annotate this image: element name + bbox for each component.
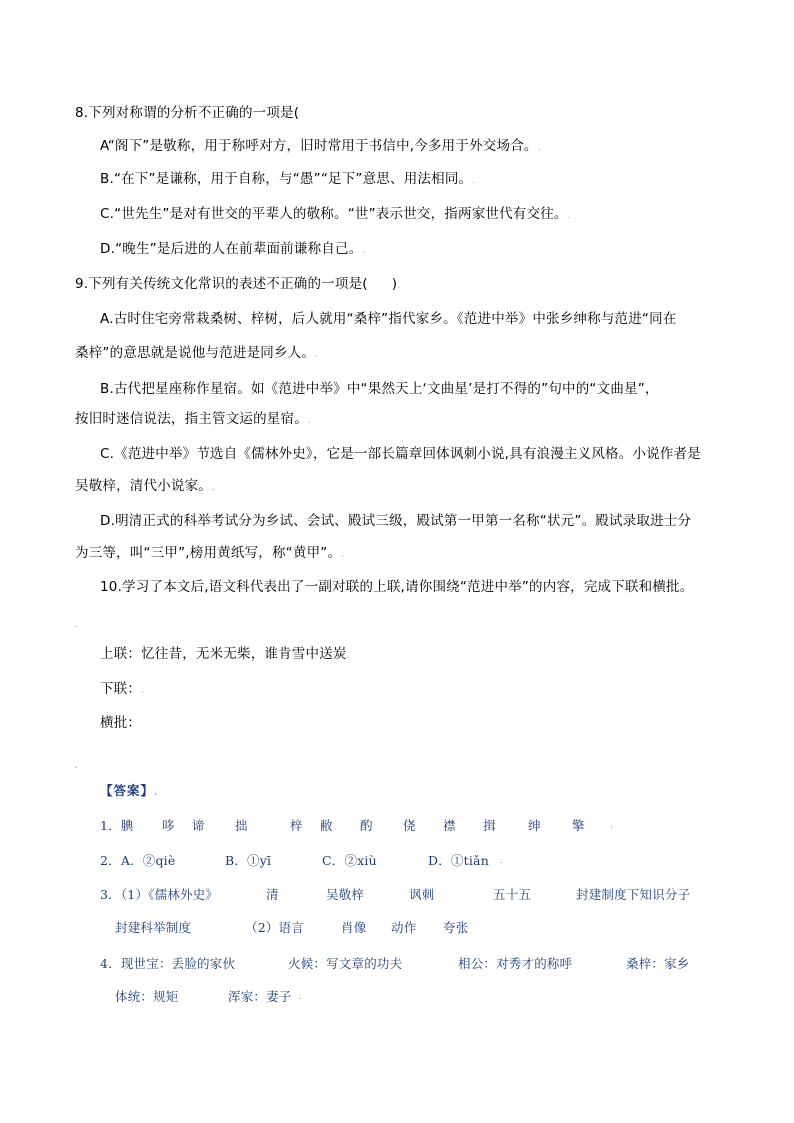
couplet-lower bbox=[100, 680, 144, 700]
question-9-option-d-line1 bbox=[100, 512, 691, 530]
question-9-option-c-line2 bbox=[75, 477, 215, 497]
paragraph-mark: . bbox=[610, 821, 614, 831]
paragraph-mark: . bbox=[362, 246, 366, 256]
question-9-stem-end: ) bbox=[391, 276, 398, 292]
paragraph-mark: . bbox=[315, 350, 319, 360]
answer-cell: 谛 bbox=[192, 818, 205, 833]
answer-cell: 敝 bbox=[320, 818, 333, 833]
answer-cell: 浑家：妻子 bbox=[228, 989, 292, 1004]
answer-cell: 3．（1）《儒林外史》 bbox=[100, 887, 219, 902]
answer-cell: 4．现世宝：丢脸的家伙 bbox=[100, 956, 236, 971]
answer-cell: 五十五 bbox=[493, 887, 532, 902]
answer-cell: B．①yī bbox=[225, 853, 272, 868]
paragraph-mark: . bbox=[154, 788, 159, 798]
option-text: 吴敬梓，清代小说家。 bbox=[75, 478, 212, 494]
option-text: 按旧时迷信说法，指主管文运的星宿。 bbox=[75, 411, 308, 427]
paragraph-mark: . bbox=[75, 620, 79, 630]
answer-cell: 夸张 bbox=[443, 920, 469, 935]
paragraph-mark: . bbox=[537, 143, 541, 153]
question-8-option-d bbox=[100, 240, 365, 260]
answer-cell: 相公：对秀才的称呼 bbox=[458, 956, 573, 971]
question-8-option-c bbox=[100, 205, 571, 225]
answer-cell: 侥 bbox=[403, 818, 416, 833]
answer-heading-text: 【答案】 bbox=[100, 783, 155, 798]
couplet-horizontal bbox=[100, 714, 141, 732]
question-9-option-b-line2 bbox=[75, 410, 311, 430]
paragraph-mark: . bbox=[567, 211, 571, 221]
question-9-option-a-line1 bbox=[100, 310, 677, 328]
paragraph-mark: . bbox=[307, 416, 311, 426]
option-text: B.古代把星座称作星宿。如《范进中举》中“果然天上‘文曲星’是打不得的”句中的“文曲星”， bbox=[100, 381, 659, 397]
question-8-stem-text: 8.下列对称谓的分析不正确的一项是( bbox=[75, 105, 300, 121]
couplet-horizontal-label: 横批： bbox=[100, 715, 142, 731]
option-text: A“阁下”是敬称，用于称呼对方，旧时常用于书信中,今多用于外交场合。 bbox=[100, 138, 538, 154]
question-9-option-c-line1 bbox=[100, 445, 701, 463]
question-9-stem-text: 9.下列有关传统文化常识的表述不正确的一项是( bbox=[75, 276, 368, 292]
answer-cell: 火候：写文章的功夫 bbox=[288, 956, 403, 971]
answer-cell: 封建制度下知识分子 bbox=[576, 887, 691, 902]
answer-cell: 揖 bbox=[483, 818, 496, 833]
question-9-option-a-line2 bbox=[75, 344, 318, 364]
answer-cell: D．①tiǎn bbox=[428, 853, 489, 868]
option-text: D.明清正式的科举考试分为乡试、会试、殿试三级，殿试第一甲第一名称“状元”。殿试录取进士分 bbox=[100, 513, 692, 529]
paragraph-mark: . bbox=[141, 686, 145, 696]
couplet-upper bbox=[100, 645, 350, 665]
answer-cell: 动作 bbox=[391, 920, 417, 935]
empty-paragraph bbox=[75, 614, 78, 634]
answer-cell: 1．腆 bbox=[100, 818, 134, 833]
question-10-stem-text: 10.学习了本文后,语文科代表出了一副对联的上联,请你围绕“范进中举”的内容，完成下联和横批。 bbox=[100, 579, 694, 595]
option-text: 为三等，叫“三甲”,榜用黄纸写，称“黄甲”。 bbox=[75, 545, 342, 561]
paragraph-mark: . bbox=[397, 281, 401, 291]
answer-cell: 桑梓：家乡 bbox=[626, 956, 690, 971]
paragraph-mark: . bbox=[346, 651, 350, 661]
option-text: B.“在下”是谦称，用于自称，与“愚”“足下”意思、用法相同。 bbox=[100, 171, 473, 187]
option-text: 桑梓”的意思就是说他与范进是同乡人。 bbox=[75, 345, 316, 361]
question-8-option-b bbox=[100, 170, 475, 190]
paragraph-mark: . bbox=[472, 176, 476, 186]
option-text: C.《范进中举》节选自《儒林外史》，它是一部长篇章回体讽刺小说,具有浪漫主义风格。小说作者是 bbox=[100, 446, 701, 462]
answer-cell: 封建科举制度 bbox=[115, 920, 192, 935]
answer-cell: 哆 bbox=[162, 818, 175, 833]
answer-cell: 讽刺 bbox=[409, 887, 435, 902]
answer-cell: 梓 bbox=[290, 818, 303, 833]
answer-cell: 擎 bbox=[572, 818, 585, 833]
answer-heading bbox=[100, 782, 158, 802]
answer-cell: 体统：规矩 bbox=[115, 989, 179, 1004]
paragraph-mark: . bbox=[298, 992, 302, 1002]
paragraph-mark: . bbox=[212, 483, 216, 493]
question-9-stem bbox=[75, 275, 400, 295]
empty-paragraph bbox=[75, 755, 78, 775]
answer-cell: （2）语言 bbox=[245, 920, 304, 935]
couplet-lower-label: 下联： bbox=[100, 681, 142, 697]
answer-cell: 绅 bbox=[528, 818, 541, 833]
option-text: C.“世先生”是对有世交的平辈人的敬称。“世”表示世交，指两家世代有交往。 bbox=[100, 206, 568, 222]
question-9-option-d-line2 bbox=[75, 544, 344, 564]
answer-cell: 吴敬梓 bbox=[326, 887, 365, 902]
question-8-stem bbox=[75, 104, 299, 122]
couplet-upper-text: 上联：忆往昔，无米无柴，谁肯雪中送炭 bbox=[100, 646, 347, 662]
answer-cell: 清 bbox=[266, 887, 279, 902]
answer-cell: 襟 bbox=[443, 818, 456, 833]
answer-cell: 2．A．②qiè bbox=[100, 853, 176, 868]
answer-cell: 肖像 bbox=[341, 920, 367, 935]
option-text: A.古时住宅旁常栽桑树、梓树，后人就用“桑梓”指代家乡。《范进中举》中张乡绅称与范进“同在 bbox=[100, 311, 677, 327]
question-10-stem bbox=[100, 578, 693, 596]
answer-cell: C．②xiù bbox=[322, 853, 377, 868]
question-8-option-a bbox=[100, 137, 541, 157]
paragraph-mark: . bbox=[75, 761, 79, 771]
paragraph-mark: . bbox=[500, 856, 504, 866]
question-9-option-b-line1 bbox=[100, 380, 659, 398]
answer-cell: 拙 bbox=[235, 818, 248, 833]
option-text: D.“晚生”是后进的人在前辈面前谦称自己。 bbox=[100, 241, 363, 257]
answer-cell: 酌 bbox=[360, 818, 373, 833]
paragraph-mark: . bbox=[341, 550, 345, 560]
